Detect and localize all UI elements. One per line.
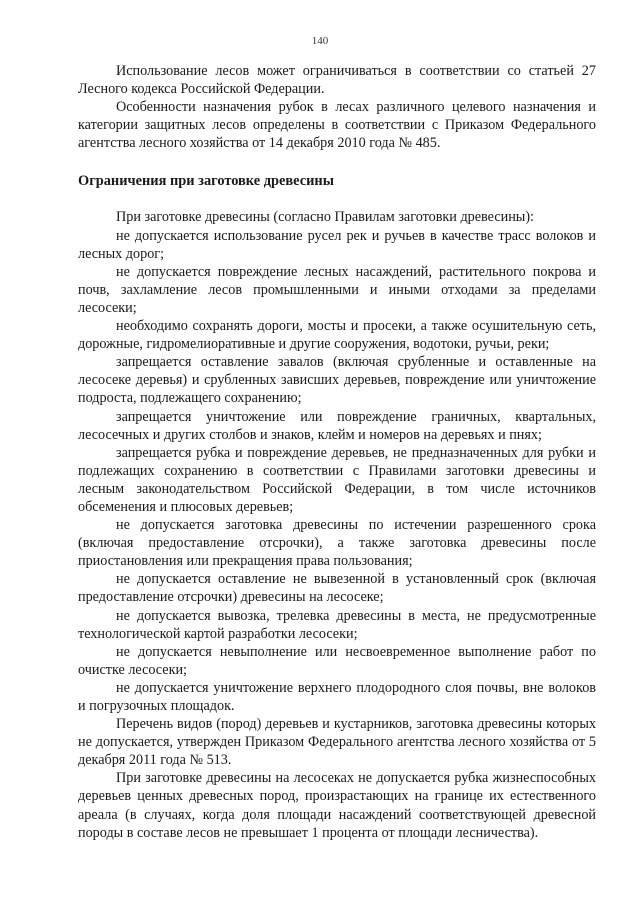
- document-body: [78, 62, 596, 842]
- list-item: не допускается повреждение лесных насаждений, растительного покрова и почв, захламление лесов промышленными и иными отходами за пределами лесосеки;: [78, 263, 596, 316]
- paragraph: При заготовке древесины на лесосеках не допускается рубка жизнеспособных деревьев ценных древесных пород, произрастающих на границе их естественного ареала (в случаях, когда доля площади насаждений соответствующей древесной породы в составе лесов не превышает 1 процента от площади лесничества).: [78, 770, 596, 841]
- paragraph: Использование лесов может ограничиваться в соответствии со статьей 27 Лесного кодекса Российской Федерации.: [78, 63, 596, 98]
- list-item: не допускается уничтожение верхнего плодородного слоя почвы, вне волоков и погрузочных площадок.: [78, 679, 596, 714]
- paragraph: Перечень видов (пород) деревьев и кустарников, заготовка древесины которых не допускается, утвержден Приказом Федерального агентства лесного хозяйства от 5 декабря 2011 года № 513.: [78, 716, 596, 769]
- section-heading: Ограничения при заготовке древесины: [78, 173, 334, 190]
- list-item: не допускается вывозка, трелевка древесины в места, не предусмотренные технологической картой разработки лесосеки;: [78, 607, 596, 642]
- list-item: не допускается оставление не вывезенной в установленный срок (включая предоставление отсрочки) древесины на лесосеке;: [78, 571, 596, 606]
- page-number: 140: [311, 35, 329, 47]
- list-item: запрещается уничтожение или повреждение граничных, квартальных, лесосечных и других столбов и знаков, клейм и номеров на деревьях и пнях;: [78, 408, 596, 443]
- list-item: не допускается невыполнение или несвоевременное выполнение работ по очистке лесосеки;: [78, 643, 596, 678]
- paragraph: Особенности назначения рубок в лесах различного целевого назначения и категории защитных лесов определены в соответствии с Приказом Федерального агентства лесного хозяйства от 14 декабря 2010 года № 485.: [78, 99, 596, 152]
- list-item: запрещается рубка и повреждение деревьев, не предназначенных для рубки и подлежащих сохранению в соответствии с Правилами заготовки древесины и лесным законодательством Российской Федерации, в том числе источников обсеменения и плюсовых деревьев;: [78, 444, 596, 515]
- list-item: не допускается использование русел рек и ручьев в качестве трасс волоков и лесных дорог;: [78, 227, 596, 262]
- list-item: необходимо сохранять дороги, мосты и просеки, а также осушительную сеть, дорожные, гидромелиоративные и другие сооружения, водотоки, ручьи, реки;: [78, 318, 596, 353]
- list-item: запрещается оставление завалов (включая срубленные и оставленные на лесосеке деревья) и срубленных зависших деревьев, повреждение или уничтожение подроста, подлежащего сохранению;: [78, 354, 596, 407]
- list-item: не допускается заготовка древесины по истечении разрешенного срока (включая предоставление отсрочки), а также заготовка древесины после приостановления или прекращения права пользования;: [78, 517, 596, 570]
- paragraph: При заготовке древесины (согласно Правилам заготовки древесины):: [116, 209, 534, 226]
